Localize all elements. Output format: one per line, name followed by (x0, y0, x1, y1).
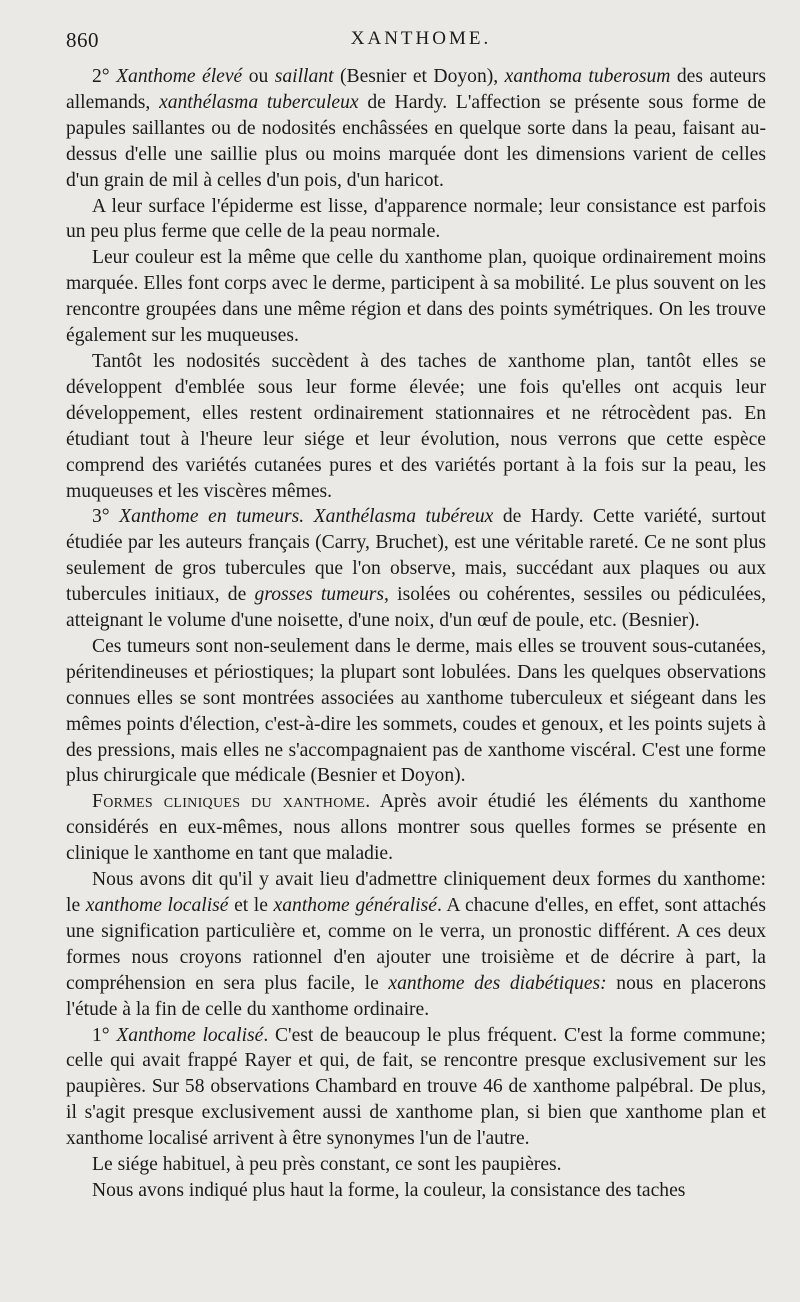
text-run: 2° (92, 66, 117, 87)
page-number: 860 (66, 28, 99, 52)
paragraph-xanthome-eleve (66, 64, 766, 194)
italic-run: xanthome généralisé (273, 895, 437, 916)
paragraph-forme-couleur (66, 1178, 766, 1204)
italic-run: xanthome localisé (85, 895, 229, 916)
paragraph-surface (66, 194, 766, 246)
text-run: Le siége habituel, à peu près constant, ce sont les paupières. (92, 1154, 562, 1176)
italic-run: Xanthome élevé (116, 66, 243, 87)
paragraph-formes-cliniques (66, 789, 766, 867)
paragraph-tumeurs-sous-cutanees (66, 634, 766, 789)
text-run: 3° (92, 506, 120, 528)
section-heading-run: Formes cliniques du xanthome. (92, 791, 371, 813)
italic-run: xanthome des diabétiques: (388, 972, 607, 994)
text-run: ou (242, 66, 275, 87)
body-text (66, 64, 766, 1204)
running-title: XANTHOME. (350, 28, 492, 49)
text-run: et le (228, 895, 274, 916)
text-run: 1° (92, 1024, 117, 1046)
running-head (66, 26, 766, 64)
text-run: nous en placerons l'étude à la fin de celle du xanthome ordinaire. (66, 972, 767, 1020)
text-run: . C'est de beaucoup le plus fréquent. C'est la forme commune; celle qui avait frappé Rayer et qui, de fait, se rencontre presque exclusivement sur les paupières. Sur 58 observations Chambard en trouve 46 de xanthome palpébral. De plus, il s'agit presque exclusivement aussi de xanthome plan, si bien que xanthome plan et xanthome localisé arrivent à être synonymes l'un de l'autre. (66, 1024, 766, 1150)
paragraph-couleur (66, 245, 766, 349)
text-run: Après avoir étudié les éléments du xanthome considérés en eux-mêmes, nous allons montrer sous quelles formes se présente en clinique le xanthome en tant que maladie. (66, 791, 766, 865)
text-run: Ces tumeurs sont non-seulement dans le derme, mais elles se trouvent sous-cutanées, péritendineuses et périostiques; la plupart sont lobulées. Dans les quelques observations connues elles se sont montrées associées au xanthome tuberculeux et siégeant dans les mêmes points d'élection, c'est-à-dire les sommets, coudes et genoux, et les points sujets à des pressions, mais elles ne s'accompagnaient pas de xanthome viscéral. C'est une forme plus chirurgicale que médicale (Besnier et Doyon). (66, 635, 766, 787)
text-run: de Hardy. Cette variété, surtout étudiée par les auteurs français (Carry, Bruchet), est une véritable rareté. Ce ne sont plus seulement de gros tubercules que l'on observe, mais, succédant aux plaques ou aux tubercules initiaux, de (66, 506, 766, 606)
text-run: Leur couleur est la même que celle du xanthome plan, quoique ordinairement moins marquée. Elles font corps avec le derme, participent à sa mobilité. Le plus souvent on les rencontre groupées dans une même région et dans des points symétriques. On les trouve également sur les muqueuses. (66, 247, 766, 347)
text-run: Nous avons dit qu'il y avait lieu d'admettre cliniquement deux formes du xanthome: le (66, 869, 766, 916)
italic-run: xanthélasma tuberculeux (159, 91, 359, 113)
italic-run: saillant (274, 66, 334, 87)
text-run: de Hardy. L'affection se présente sous forme de papules saillantes ou de nodosités enchâssées en quelque sorte dans la peau, faisant au-dessus d'elle une saillie plus ou moins marquée dont les dimensions varient de celles d'un grain de mil à celles d'un pois, d'un haricot. (66, 91, 767, 191)
paragraph-xanthome-tumeurs (66, 504, 766, 634)
italic-run: grosses tumeurs (254, 584, 385, 606)
text-run: . A chacune d'elles, en effet, sont attachés une signification particulière et, comme on le verra, un pronostic différent. A ces deux formes nous croyons rationnel d'en ajouter une troisième et de décrire à part, la compréhension en sera plus facile, le (66, 895, 766, 994)
paragraph-siege-habituel (66, 1152, 766, 1178)
paragraph-deux-formes (66, 867, 766, 1022)
text-run: Tantôt les nodosités succèdent à des taches de xanthome plan, tantôt elles se développent d'emblée sous leur forme élevée; une fois qu'elles ont acquis leur développement, elles restent ordinairement stationnaires et ne rétrocèdent pas. En étudiant tout à l'heure leur siége et leur évolution, nous verrons que cette espèce comprend des variétés cutanées pures et des variétés portant à la fois sur la peau, les muqueuses et les viscères mêmes. (66, 350, 766, 502)
italic-run: xanthoma tuberosum (504, 66, 671, 87)
paragraph-xanthome-localise (66, 1023, 766, 1153)
paragraph-nodosites (66, 349, 766, 504)
italic-run: Xanthome localisé (116, 1024, 264, 1046)
text-run: , isolées ou cohérentes, sessiles ou pédiculées, atteignant le volume d'une noisette, d'une noix, d'un œuf de poule, etc. (Besnier). (66, 584, 767, 632)
text-run: (Besnier et Doyon), (333, 66, 505, 87)
italic-run: Xanthome en tumeurs. Xanthélasma tubéreux (119, 506, 494, 528)
text-run: A leur surface l'épiderme est lisse, d'apparence normale; leur consistance est parfois un peu plus ferme que celle de la peau normale. (66, 195, 766, 243)
text-run: Nous avons indiqué plus haut la forme, la couleur, la consistance des taches (92, 1179, 686, 1201)
text-run: des auteurs allemands, (66, 66, 767, 113)
